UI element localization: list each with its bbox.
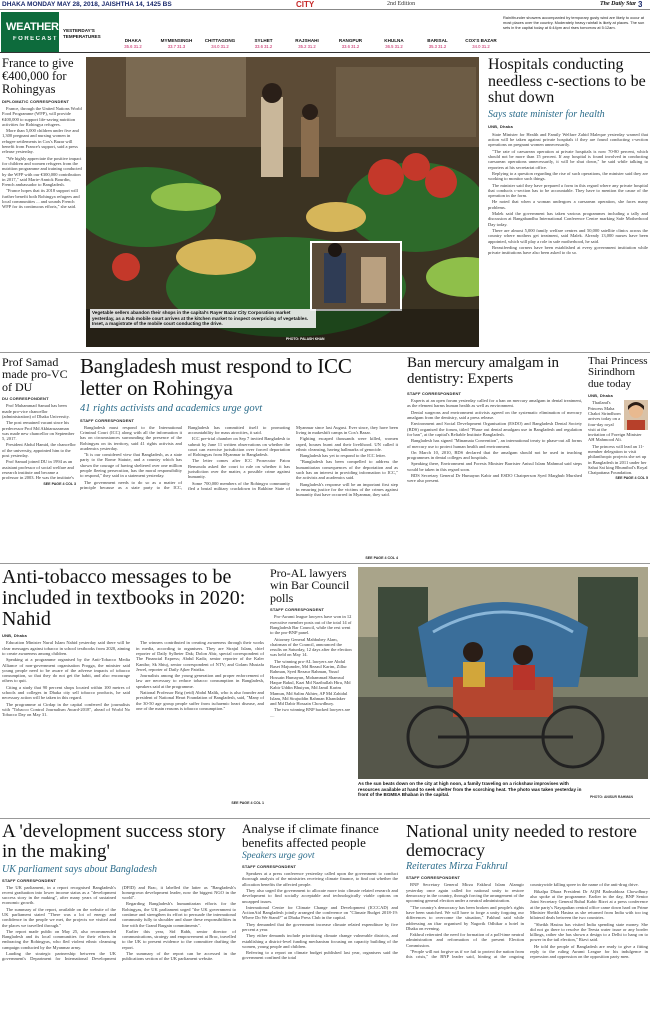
subhead: Speakers urge govt — [242, 851, 315, 862]
paragraph: The UK parliament, in a report recognised Bangladesh's recent graduation into lower income status as a "development success story in the making", after many years of sustained economic growth. — [2, 884, 116, 906]
weather-city — [373, 11, 415, 53]
paragraph: Regarding Bangladesh's humanitarian efforts for the Rohingyas, the UK parliament urged "the UK government to continue and strengthen its effort to persuade the international community fully to shoulder and share these responsibilities in line with the Grand Bargain commitments". — [122, 901, 236, 928]
paragraph: There are almost 5,000 family welfare centres and 50,000 satellite clinics across the country where mothers get treatment, said Malek. Already 13,000 nurses have been appointed, which will play a role in safe motherhood, he said. — [488, 227, 648, 244]
weather-strip — [0, 11, 650, 53]
photo-caption: As the sun beats down on the city at high noon, a family traveling on a rickshaw improvises with resources available at hand to seek shelter from the scorching heat. The photo was taken yesterday in front of the BGMEA Bhaban in the capital. — [358, 781, 582, 798]
paragraph: Attorney General Mahbubey Alam, chairman of the Council, announced the results on Saturday, 12 days after the election was held on May 14. — [270, 636, 352, 658]
article-mercury — [407, 356, 582, 561]
article-hospitals — [488, 57, 648, 349]
byline: DIPLOMATIC CORRESPONDENT — [2, 99, 70, 104]
city-temperature: 35.2 31.2 — [298, 44, 316, 49]
city-name: BARISAL — [427, 38, 448, 43]
city-temperature: 36.5 31.2 — [385, 44, 403, 49]
city-temperature: 35.3 31.2 — [428, 44, 447, 49]
paragraph: Education Minister Nurul Islam Nahid yesterday said there will be clear messages against tobacco in school textbooks from 2020, aiming to create awareness among children. — [2, 640, 130, 656]
weather-city — [243, 11, 285, 53]
subhead: UK parliament says about Bangladesh — [2, 863, 157, 875]
paragraph: The summary of the report can be accessed in the publications section of the UK parliament website. — [122, 951, 236, 962]
weather-city — [112, 11, 154, 53]
paragraph: He told the people of Bangladesh are ready to give a fitting reply to the ruling Awami League for his indulgence in repression and oppression on the opposition party men. — [530, 943, 648, 960]
headline: Thai Princess Sirindhorn due today — [588, 356, 648, 390]
paragraph: He noted that when a woman undergoes a caesarean operation, she faces many problems. — [488, 199, 648, 210]
byline: UNB, Dhaka — [2, 633, 27, 639]
city-temperature: 33.6 31.2 — [254, 44, 273, 49]
article-tobacco — [2, 567, 264, 815]
paragraph: The government needs to do so as a matter of principle because as a state party to the ICC, Bangladesh has committed itself to promoting accountability for mass atrocities, it said. — [80, 424, 290, 490]
paragraph: They demanded that the government increase climate related expenditure by five percent a year. — [242, 921, 398, 932]
byline: STAFF CORRESPONDENT — [2, 877, 57, 883]
paragraph: "We highly appreciate the positive impact for children and women refugees from the nutrition programme and training conducted by the WFP with our €300,000 contribution in 2017," said Marie-Annick Bourdin, French ambassador to Bangladesh. — [2, 155, 82, 188]
market-photo-image — [86, 57, 479, 347]
weather-title: WEATHER — [6, 21, 59, 33]
paragraph: Prof Muhammad Samad has been made pro-vice chancellor (administration) of Dhaka University. — [2, 403, 70, 419]
paragraph: The summary of the report, available on the website of the UK parliament stated "There was a lot of energy and confidence in the people we met, the projects we visited and the places we travelled through." — [2, 906, 116, 928]
divider — [0, 563, 650, 564]
byline: DU CORRESPONDENT — [2, 396, 49, 402]
headline: Bangladesh must respond to ICC letter on Rohingya — [80, 356, 352, 400]
paragraph: The princess will lead an 11-member delegation to visit philanthropic projects she set up in Bangladesh in 2011 under her Sahai Sai king Bhumibol's Royal Chaipattana Foundation. — [588, 443, 648, 476]
paragraph: Bangladesh has signed "Minamata Convention", an international treaty to phase-out all forms of mercury use to protect human health and environment. — [407, 438, 582, 449]
paragraph: Fighting escaped thousands were killed, women raped, houses burnt and their livelihood. UN called it ethnic cleansing, having hallmarks of genocide. — [296, 436, 398, 452]
paragraph: They either demands include prioritising climate change vulnerable districts, and establishing a district-level funding mechanism focusing on capacity building of the women, young people and children. — [242, 933, 398, 949]
paragraph: Citing a study that 90 percent shops located within 100 metres of schools and colleges in Dhaka city sell tobacco products, he said necessary action will be taken in this regard. — [2, 684, 130, 701]
byline: UNB, Dhaka — [588, 393, 613, 399]
photo-rickshaw — [358, 567, 648, 815]
continuation: SEE PAGE 4 COL 5 — [615, 476, 648, 481]
weather-city — [417, 11, 459, 53]
photo-caption: Vegetable sellers abandon their shops in the capital's Rayer Bazar City Corporation market yesterday, as a Rab mobile court arrives at the kitchen market to inspect overpricing of vegetables. Inset, a magistrate of the mobile court conducting the drive. — [90, 309, 316, 328]
paragraph: Speaking at a programme organised by the Anti-Tobacco Media Alliance of non-government organisation Progga, the minister said young people need to be aware of the adverse impacts of tobacco consumption, so that they do not get the habit, and also encourage others to quit. — [2, 657, 130, 684]
paragraph: National Professor Brig (retd) Abdul Malik, who is also founder and president of National Heart Foundation of Bangladesh, said, "Many of the 30-50 age group people suffer from ischaemic heart disease, and one of the main reasons is tobacco consumption." — [136, 690, 264, 711]
paragraph: "Sheikh Hasina has visited India spending state money. She did not go there to resolve the Teesta water issue or any border killings, rather she has shown a design to a Delhi to hang on to power in the tail election," Rizvi said. — [530, 921, 648, 943]
paragraph: Thailand's Princess Maha Chakri Sirindhorn arrives today on a four-day royal visit at the invitation of Foreign Minister AH Mahmood Ali. — [588, 400, 642, 443]
paragraph: France, through the United Nations World Food Programme (WFP), will provide €400,000 to support life-saving nutrition activities for Rohingya refugees. — [2, 106, 82, 127]
paragraph: President Abdul Hamid, the chancellor of the university, appointed him to the post yesterday. — [2, 442, 76, 459]
paragraph: Bangladesh's response will be an important first step in ensuring justice for the victims of the crimes against humanity that have occurred in Myanmar, they said. — [296, 481, 398, 498]
paragraph: The letter comes after ICC Prosecutor Fatou Bensouda asked the court to rule on whether it has jurisdiction over the matter, a possible crime against humanity. — [188, 458, 290, 480]
paragraph: State Minister for Health and Family Welfare Zahid Maleque yesterday warned that action will be taken against private hospitals if they are found conducting c-section operations on pregnant women unnecessarily. — [488, 131, 648, 148]
paragraph: Bikalpa Dhara President Dr AQM Badruddoza Chowdhury also spoke at the programme. Earlier in the day, BNP Senior Joint Secretary General Ruhul Kabir Rizvi at a press conference at the party's Nayapaltan central office came down hard on Prime Minister Sheikh Hasina as she returned from India with too ing bilateral deals between the two countries. — [530, 888, 648, 921]
byline: STAFF CORRESPONDENT — [406, 875, 461, 881]
city-temperature: 34.0 31.2 — [211, 44, 229, 49]
paragraph: Fakhrul reiterated the need for formation of a poll-time neutral administration and reformation of the present Election Commission. — [406, 932, 524, 948]
article-climate — [242, 822, 398, 1032]
paragraph: "Bangladesh has been compelled to address the humanitarian consequences of the deportation and as such has an interest in providing information to ICC," the activists and academics said. — [296, 459, 398, 481]
paragraph: They also urged the government to allocate more into climate related research and development to find socially acceptable and technologically viable options on uncapped issues. — [242, 887, 398, 904]
paragraph: More than 5,000 children under five and 1,300 pregnant and nursing women in refugee settlements in Cox's Bazar will benefit from France's support, said a press release yesterday. — [2, 128, 79, 155]
city-name: COX'S BAZAR — [465, 38, 497, 43]
byline: STAFF CORRESPONDENT — [80, 417, 135, 423]
paragraph: Bangladesh has yet to respond to the ICC letter. — [300, 453, 386, 459]
city-temperature: 35.6 31.2 — [124, 44, 142, 49]
paragraph: BNP Secretary General Mirza Fakhrul Islam Alamgir yesterday once again called for national unity to restore democracy in the country, through forcing the arrangement of the upcoming general election under a neutral administration. — [406, 882, 524, 904]
weather-city — [156, 11, 198, 53]
byline: STAFF CORRESPONDENT — [270, 607, 325, 613]
paragraph: "The country's democracy has been broken and people's rights have been snatched. We will have to forge a unity forgoing our differences to overcome the situation," Fakhrul said while addressing an iftar organised by Nagorik Odhikar a hotel in Dhaka on evening. — [406, 904, 524, 931]
headline: Analyse if climate finance benefits affected people — [242, 822, 379, 850]
paragraph: Lauding the strategic partnership between the UK government's Department for International Development (DFID) and Brac, it labelled the latter as "Bangladesh's homegrown development leader, now the biggest NGO in the world". — [2, 884, 236, 962]
paragraph: Prof Samad joined DU in 1994 as an assistant professor of social welfare and research institute and became a professor in 2003. He was the institute's — [2, 459, 74, 481]
paragraph: Referring to a report on climate budget published last year, organisers said the government confined the total — [242, 950, 398, 961]
headline: A 'development success story in the making' — [2, 822, 226, 862]
masthead-bar — [0, 0, 650, 10]
paragraph: Replying to a question regarding the rise of such operations, the minister said they are working to monitor such things. — [488, 170, 648, 182]
rickshaw-photo-image — [358, 567, 648, 779]
paragraph: The post remained vacant since his predecessor Prof Md Akhtaruzzaman was made new chancellor on September 5, 2017. — [2, 420, 75, 442]
paragraph: International Centre for Climate Change and Development (ICCCAD) and ActionAid Bangladesh jointly arranged the conference on "Climate Budget 2018-19: Where Do We Stand?" at Dhaka Press Club in the capital. — [242, 904, 398, 921]
paragraph: Earlier this year, Sid Rabb, senior director of communications, strategy and empowerment at Brac, travelled to the UK to present evidence to the committee drafting the report. — [122, 928, 236, 950]
photo-market — [86, 57, 479, 347]
paragraph: The report made public on May 25, also recommended Bangladesh and its local communities for their efforts in embracing the Rohingyas, who fled violent ethnic cleansing campaign conducted by the Myanmar army. — [2, 928, 116, 950]
article-france — [2, 57, 82, 347]
city-name: RAJSHAHI — [295, 38, 319, 43]
headline: Hospitals conducting needless c-sections to be shut down — [488, 57, 646, 107]
paragraph: Breastfeeding corners have been established at every government institution while private institutions have also been asked to do so. — [488, 244, 648, 256]
page-number: 3 — [638, 0, 643, 9]
headline: Ban mercury amalgam in dentistry: Experts — [407, 356, 560, 387]
subhead: Says state minister for health — [488, 108, 605, 120]
city-name: SYLHET — [254, 38, 273, 43]
photo-credit: PHOTO: ANISUR RAHMAN — [590, 795, 633, 799]
headline: Prof Samad made pro-VC of DU — [2, 356, 68, 394]
weather-city — [199, 11, 241, 53]
divider — [0, 818, 650, 819]
continuation: SEE PAGE 4 COL 1 — [231, 801, 264, 806]
continuation: SEE PAGE 4 COL 4 — [365, 555, 398, 560]
paragraph: "It is our considered view that Bangladesh, as a state party to the Rome Statute, and a country which has shown the courage of having sheltered over one million people fleeing persecution, has the moral responsibility to respond," they said in a statement yesterday. — [80, 452, 182, 479]
article-development — [2, 822, 236, 1032]
princess-portrait — [624, 400, 648, 430]
paragraph: The winners contributed in creating awareness through their works in media, according to organisers. They are Sirajul Islam, chief reporter of Daily Sylheter Dak; Dolon Abir, special correspondent of The Financial Express; Abdul Kadir, senior reporter of the Kaler Kantho; Sk Shiuj, senior correspondent of NTV; and Golam Mustafa Jewel, reporter of Daily Ajker Patrika. — [136, 640, 264, 672]
headline: Pro-AL lawyers win Bar Council polls — [270, 567, 350, 605]
weather-logo — [1, 12, 59, 52]
paragraph: "The rate of caesarean operation at private hospitals is now 70-80 percent, which should not be more than 15 percent. If any hospital is found involved in conducting caesarean operations unnecessarily, it will be shut down," he said while talking to reporters at his secretariat office. — [488, 148, 648, 170]
yesterday-label: YESTERDAY'S TEMPERATURES — [63, 28, 101, 39]
paper-name: The Daily Star — [600, 1, 637, 7]
edition-label: 2nd Edition — [387, 1, 416, 7]
paragraph: Experts at an open forum yesterday called for a ban on mercury amalgam in dental treatment, as the element harms human health as well as environment. — [407, 398, 582, 409]
paragraph: BDS Secretary General Dr Humayun Kabir and ESDO Chairperson Syed Marghub Murshed were also present. — [407, 473, 582, 484]
article-unity — [406, 822, 648, 1032]
byline: STAFF CORRESPONDENT — [407, 391, 462, 397]
article-icc — [80, 356, 398, 561]
paragraph: ICC pre-trial chamber on Sep 7 invited Bangladesh to submit by June 11 written observations on whether the court can exercise jurisdiction over forced deportation of Rohingyas from Myanmar to Bangladesh. — [188, 436, 290, 458]
byline: STAFF CORRESPONDENT — [242, 864, 297, 870]
paragraph: The programme at Cirdap in the capital conferred the journalists with "Tobacco Control Journalism Award-2018", ahead of World No Tobacco Day on May 31. — [2, 701, 130, 718]
article-thai — [588, 356, 648, 561]
paragraph: Environment and Social Development Organisation (ESDO) and Bangladesh Dental Society (BDS) organised the forum, titled "Phase out dental amalgam use in Bangladesh and regulation for ban", at the capital's Reliable Institute Bangladesh. — [407, 421, 582, 437]
divider — [0, 352, 650, 353]
subhead: Reiterates Mirza Fakhrul — [406, 861, 508, 873]
section-name: CITY — [296, 0, 315, 9]
paragraph: "France hopes that its 2018 support will further benefit both Rohingya refugees and local communities ... and sounds French WFP for its continuous efforts," she said. — [2, 188, 80, 210]
weather-forecast-text: Rain/thunder showers accompanied by temporary gusty wind are likely to occur at most places over the country. Moderately heavy rainfall is likely at places. The sun sets in the capital today at 6:44pm and rises tomorrow at 5:12am. — [503, 15, 645, 30]
city-name: DHAKA — [124, 38, 142, 43]
headline: National unity needed to restore democracy — [406, 822, 637, 860]
paragraph: The winning pro-AL lawyers are Abdul Baset Majumder, Md Rezaul Karim, Zillur Rahman, Syed Rezaur Rahman, Yusuf Hossain Humayun, Mohammad Shamsul Haque Bakul, Kazi Md Nazibullah Hiru, Md Kabir Uddin Bhuiyan, Md Jamil Karim Mamun, Md Salim Akhter, AP Md Zahidul Islam, Md Sirajuddin Rahman Khandaker and Md Dabir Hossain Chowdhury. — [270, 658, 351, 707]
weather-city — [330, 11, 372, 53]
paragraph: The minister said they have prepared a form in this regard where any private hospital that conducts c-section has to be accountable. They have to mention the cause of the operation in the form. — [488, 182, 648, 199]
paragraph: Bangladesh must respond to the International Criminal Court (ICC) along with all the information it has on circumstances surrounding the presence of the Rohingyas on its territory, said 41 rights activists and academics yesterday. — [80, 424, 182, 451]
subhead: 41 rights activists and academics urge govt — [80, 402, 263, 414]
weather-city — [286, 11, 328, 53]
photo-credit: PHOTO: PALASH KHAN — [286, 337, 325, 341]
weather-city — [460, 11, 502, 53]
paragraph: Speaking there, Environment and Forests Minister Barrister Anisul Islam Mahmud said steps would be taken in this regard soon. — [407, 461, 582, 472]
paragraph: Malek said the government has taken various programmes including a tally and discussion at Bangabandhu International Conference Centre marking Safe Motherhood Day today. — [488, 211, 648, 227]
headline: France to give €400,000 for Rohingyas — [2, 57, 74, 96]
weather-subtitle: FORECAST — [13, 36, 58, 42]
article-samad — [2, 356, 76, 561]
city-name: RANGPUR — [338, 38, 363, 43]
city-temperature: 33.7 31.3 — [167, 44, 186, 49]
city-temperature: 33.6 31.2 — [341, 44, 360, 49]
city-name: MYMENSINGH — [160, 38, 193, 43]
paragraph: Speakers at a press conference yesterday called upon the government to conduct thorough analysis of the ministries receiving climate finance, to find out whether the allocation benefits the affected people. — [242, 871, 398, 887]
headline: Anti-tobacco messages to be included in textbooks in 2020: Nahid — [2, 567, 246, 630]
city-temperature: 34.0 31.2 — [472, 44, 490, 49]
continuation: SEE PAGE 4 COL 3 — [43, 481, 76, 486]
paragraph: The two winning BNP backed lawyers are .... — [270, 707, 351, 718]
paragraph: On March 10, 2010, BDS declared that the amalgam should not be used in teaching programmes in dental colleges and hospitals. — [407, 449, 582, 461]
byline: UNB, Dhaka — [488, 123, 513, 129]
city-name: KHULNA — [384, 38, 404, 43]
paragraph: Dental surgeons and environment activists agreed on the systematic elimination of mercury amalgam from the dentistry, said a press release. — [407, 409, 582, 421]
paragraph: Some 700,000 members of the Rohingya community fled a brutal military crackdown in Rakhine State of Myanmar since last August. Ever since, they have been living in makeshift camps in Cox's Bazar. — [188, 424, 398, 491]
paragraph: Pro-Awami league lawyers have won in 12 executive member posts out of the total 14 of Bangladesh Bar Council, while the rest went to the pro-BNP panel. — [270, 614, 352, 636]
city-name: CHITTAGONG — [204, 38, 236, 43]
dateline: DHAKA MONDAY MAY 28, 2018, JAISHTHA 14, 1425 BS — [2, 1, 172, 8]
paragraph: Journalists among the young generation and proper enforcement of law are necessary to reduce tobacco consumption in Bangladesh, speakers said at the programme. — [136, 673, 264, 689]
article-lawyers — [270, 567, 352, 815]
paragraph: "People will not forgive us if we fail to protect the nation from this crisis," the BNP leader said, hinting at the ongoing countrywide killing spree in the name of the anti-drug drive. — [406, 882, 639, 960]
